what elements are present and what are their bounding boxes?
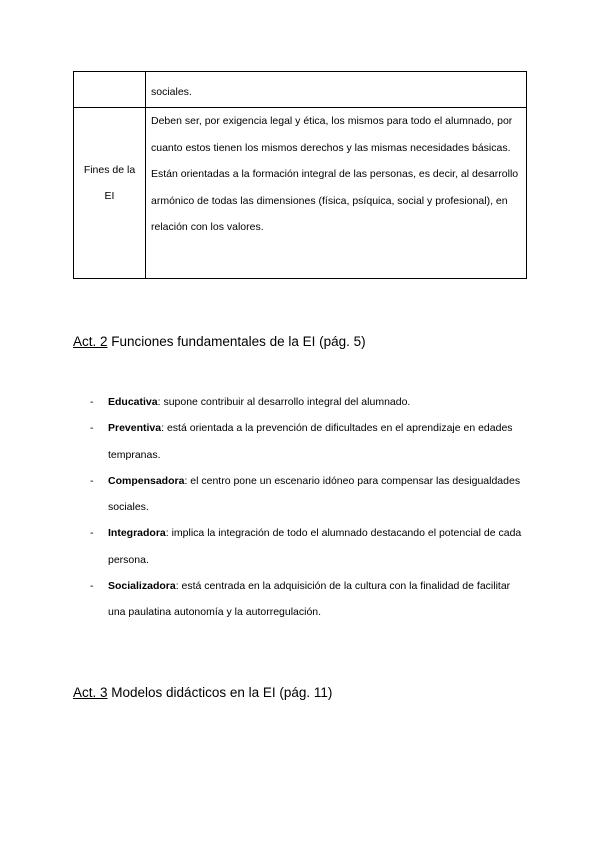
function-description: : está orientada a la prevención de dificultades en el aprendizaje en edades tempranas.	[108, 422, 513, 461]
activity-title: Funciones fundamentales de la EI (pág. 5)	[107, 334, 366, 349]
activity-heading	[73, 334, 366, 349]
table-content-text: sociales.	[151, 86, 192, 98]
table-label-cell	[74, 108, 146, 279]
bullet-dash: -	[90, 396, 94, 408]
function-term: Integradora	[108, 527, 166, 540]
function-term: Preventiva	[108, 422, 162, 435]
activity-link[interactable]: Act. 3	[73, 685, 108, 700]
functions-list	[90, 389, 530, 626]
bullet-dash: -	[90, 580, 94, 593]
table-label-text	[74, 72, 145, 79]
list-item	[90, 415, 530, 468]
function-description: : implica la integración de todo el alumnado destacando el potencial de cada persona.	[108, 527, 522, 566]
list-item	[90, 468, 530, 521]
function-term: Compensadora	[108, 474, 185, 487]
list-item	[90, 520, 530, 573]
bullet-dash: -	[90, 422, 94, 435]
function-description: : supone contribuir al desarrollo integral del alumnado.	[157, 396, 411, 408]
table-row	[74, 72, 527, 108]
table-label-cell	[74, 72, 146, 108]
table-content-text: Deben ser, por exigencia legal y ética, los mismos para todo el alumnado, por cuanto estos tienen los mismos derechos y las mismas necesidades básicas. Están orientadas a la formación integral de las personas, es decir, al desarrollo armónico de todas las dimensiones (física, psíquica, social y profesional), en relación con los valores.	[151, 115, 519, 233]
activity-title: Modelos didácticos en la EI (pág. 11)	[107, 685, 333, 700]
table-label-text: Fines de la EI	[83, 164, 136, 202]
table-row	[74, 108, 527, 279]
list-item	[90, 389, 530, 415]
function-description: : está centrada en la adquisición de la cultura con la finalidad de facilitar una paulatina autonomía y la autorregulación.	[108, 580, 511, 619]
table-content-cell	[146, 108, 527, 279]
bullet-dash: -	[90, 474, 94, 487]
aims-table	[73, 71, 527, 279]
function-description: : el centro pone un escenario idóneo para compensar las desigualdades sociales.	[108, 474, 521, 514]
bullet-dash: -	[90, 527, 94, 540]
function-term: Educativa	[108, 396, 158, 408]
list-item	[90, 573, 530, 626]
activity-link[interactable]: Act. 2	[73, 334, 108, 349]
function-term: Socializadora	[108, 580, 176, 593]
activity-heading	[73, 685, 332, 700]
table-content-cell	[146, 72, 527, 108]
